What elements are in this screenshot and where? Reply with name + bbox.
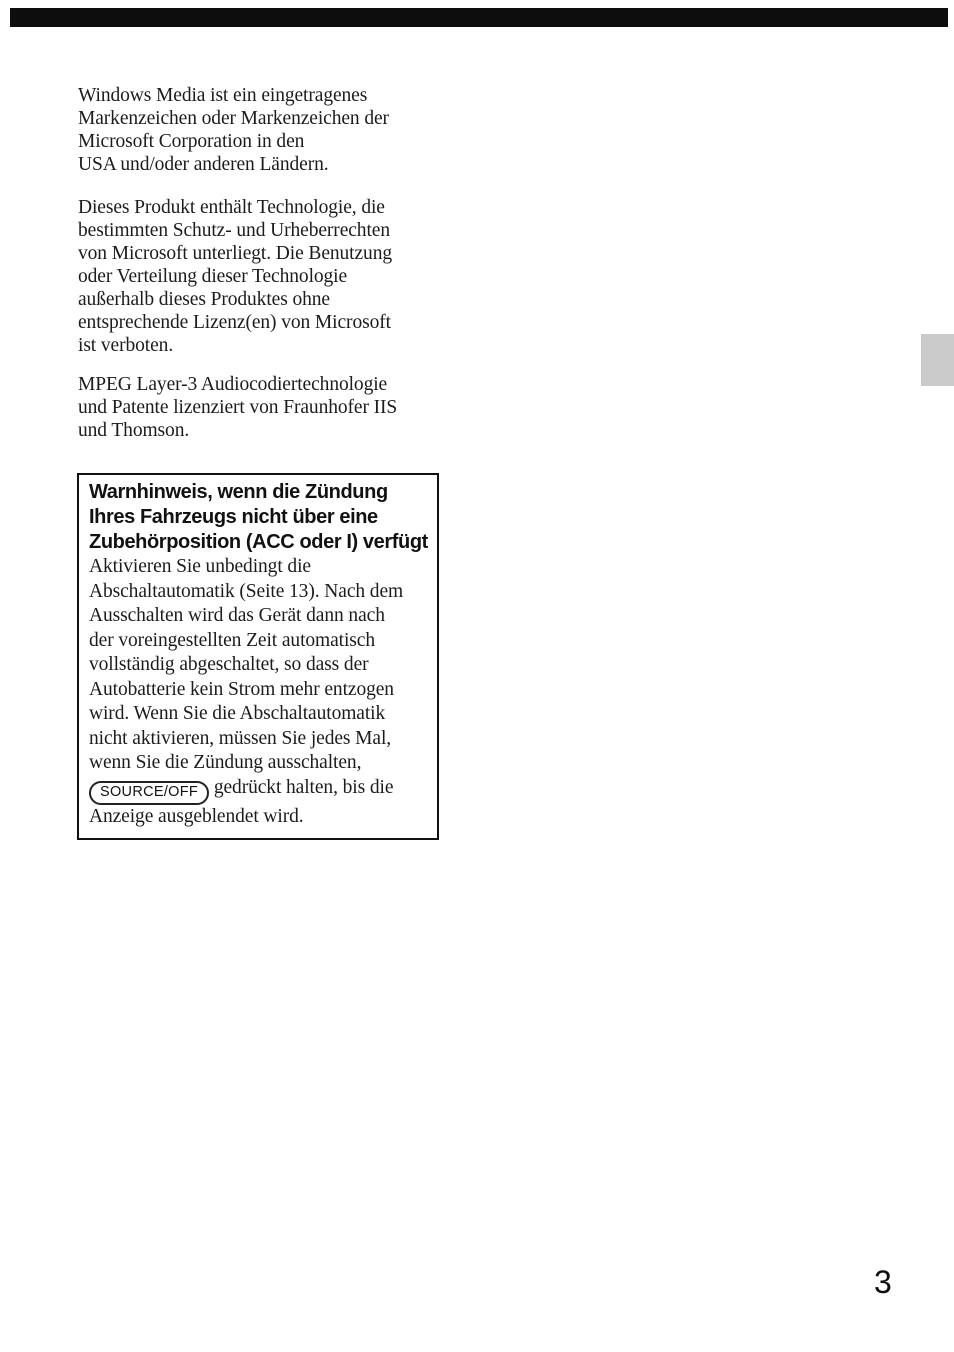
warning-box-last-line: Anzeige ausgeblendet wird. [89,805,304,827]
warning-box-body-lines: Aktivieren Sie unbedingt die Abschaltautomatik (Seite 13). Nach dem Ausschalten wird das Gerät dann nach der voreingestellten Zeit automatisch vollständig abgeschaltet, so dass der Autobatterie kein Strom mehr entzogen wird. Wenn Sie die Abschaltautomatik nicht aktivieren, müssen Sie jedes Mal, wenn Sie die Zündung ausschalten, [89,556,404,773]
page-edge-scan-bar [10,8,948,27]
section-tab-marker [921,334,954,386]
warning-box-heading: Warnhinweis, wenn die Zündung Ihres Fahrzeugs nicht über eine Zubehörposition (ACC oder I) verfügt [89,481,428,553]
paragraph-mpeg-license: MPEG Layer-3 Audiocodiertechnologie und Patente lizenziert von Fraunhofer IIS und Thomson. [78,374,398,441]
pill-line-text: gedrückt halten, bis die [209,776,394,798]
page-number: 3 [874,1264,892,1300]
paragraph-windows-media-trademark: Windows Media ist ein eingetragenes Markenzeichen oder Markenzeichen der Microsoft Corporation in den USA und/oder anderen Ländern. [78,85,389,175]
warning-box-body [89,555,428,829]
paragraph-microsoft-technology: Dieses Produkt enthält Technologie, die bestimmten Schutz- und Urheberrechten von Microsoft unterliegt. Die Benutzung oder Verteilung dieser Technologie außerhalb dieses Produktes ohne entsprechende Lizenz(en) von Microsoft ist verboten. [78,197,392,356]
source-off-button: SOURCE/OFF [89,781,209,805]
warning-box [77,473,439,840]
warning-box-pill-line [89,776,428,805]
